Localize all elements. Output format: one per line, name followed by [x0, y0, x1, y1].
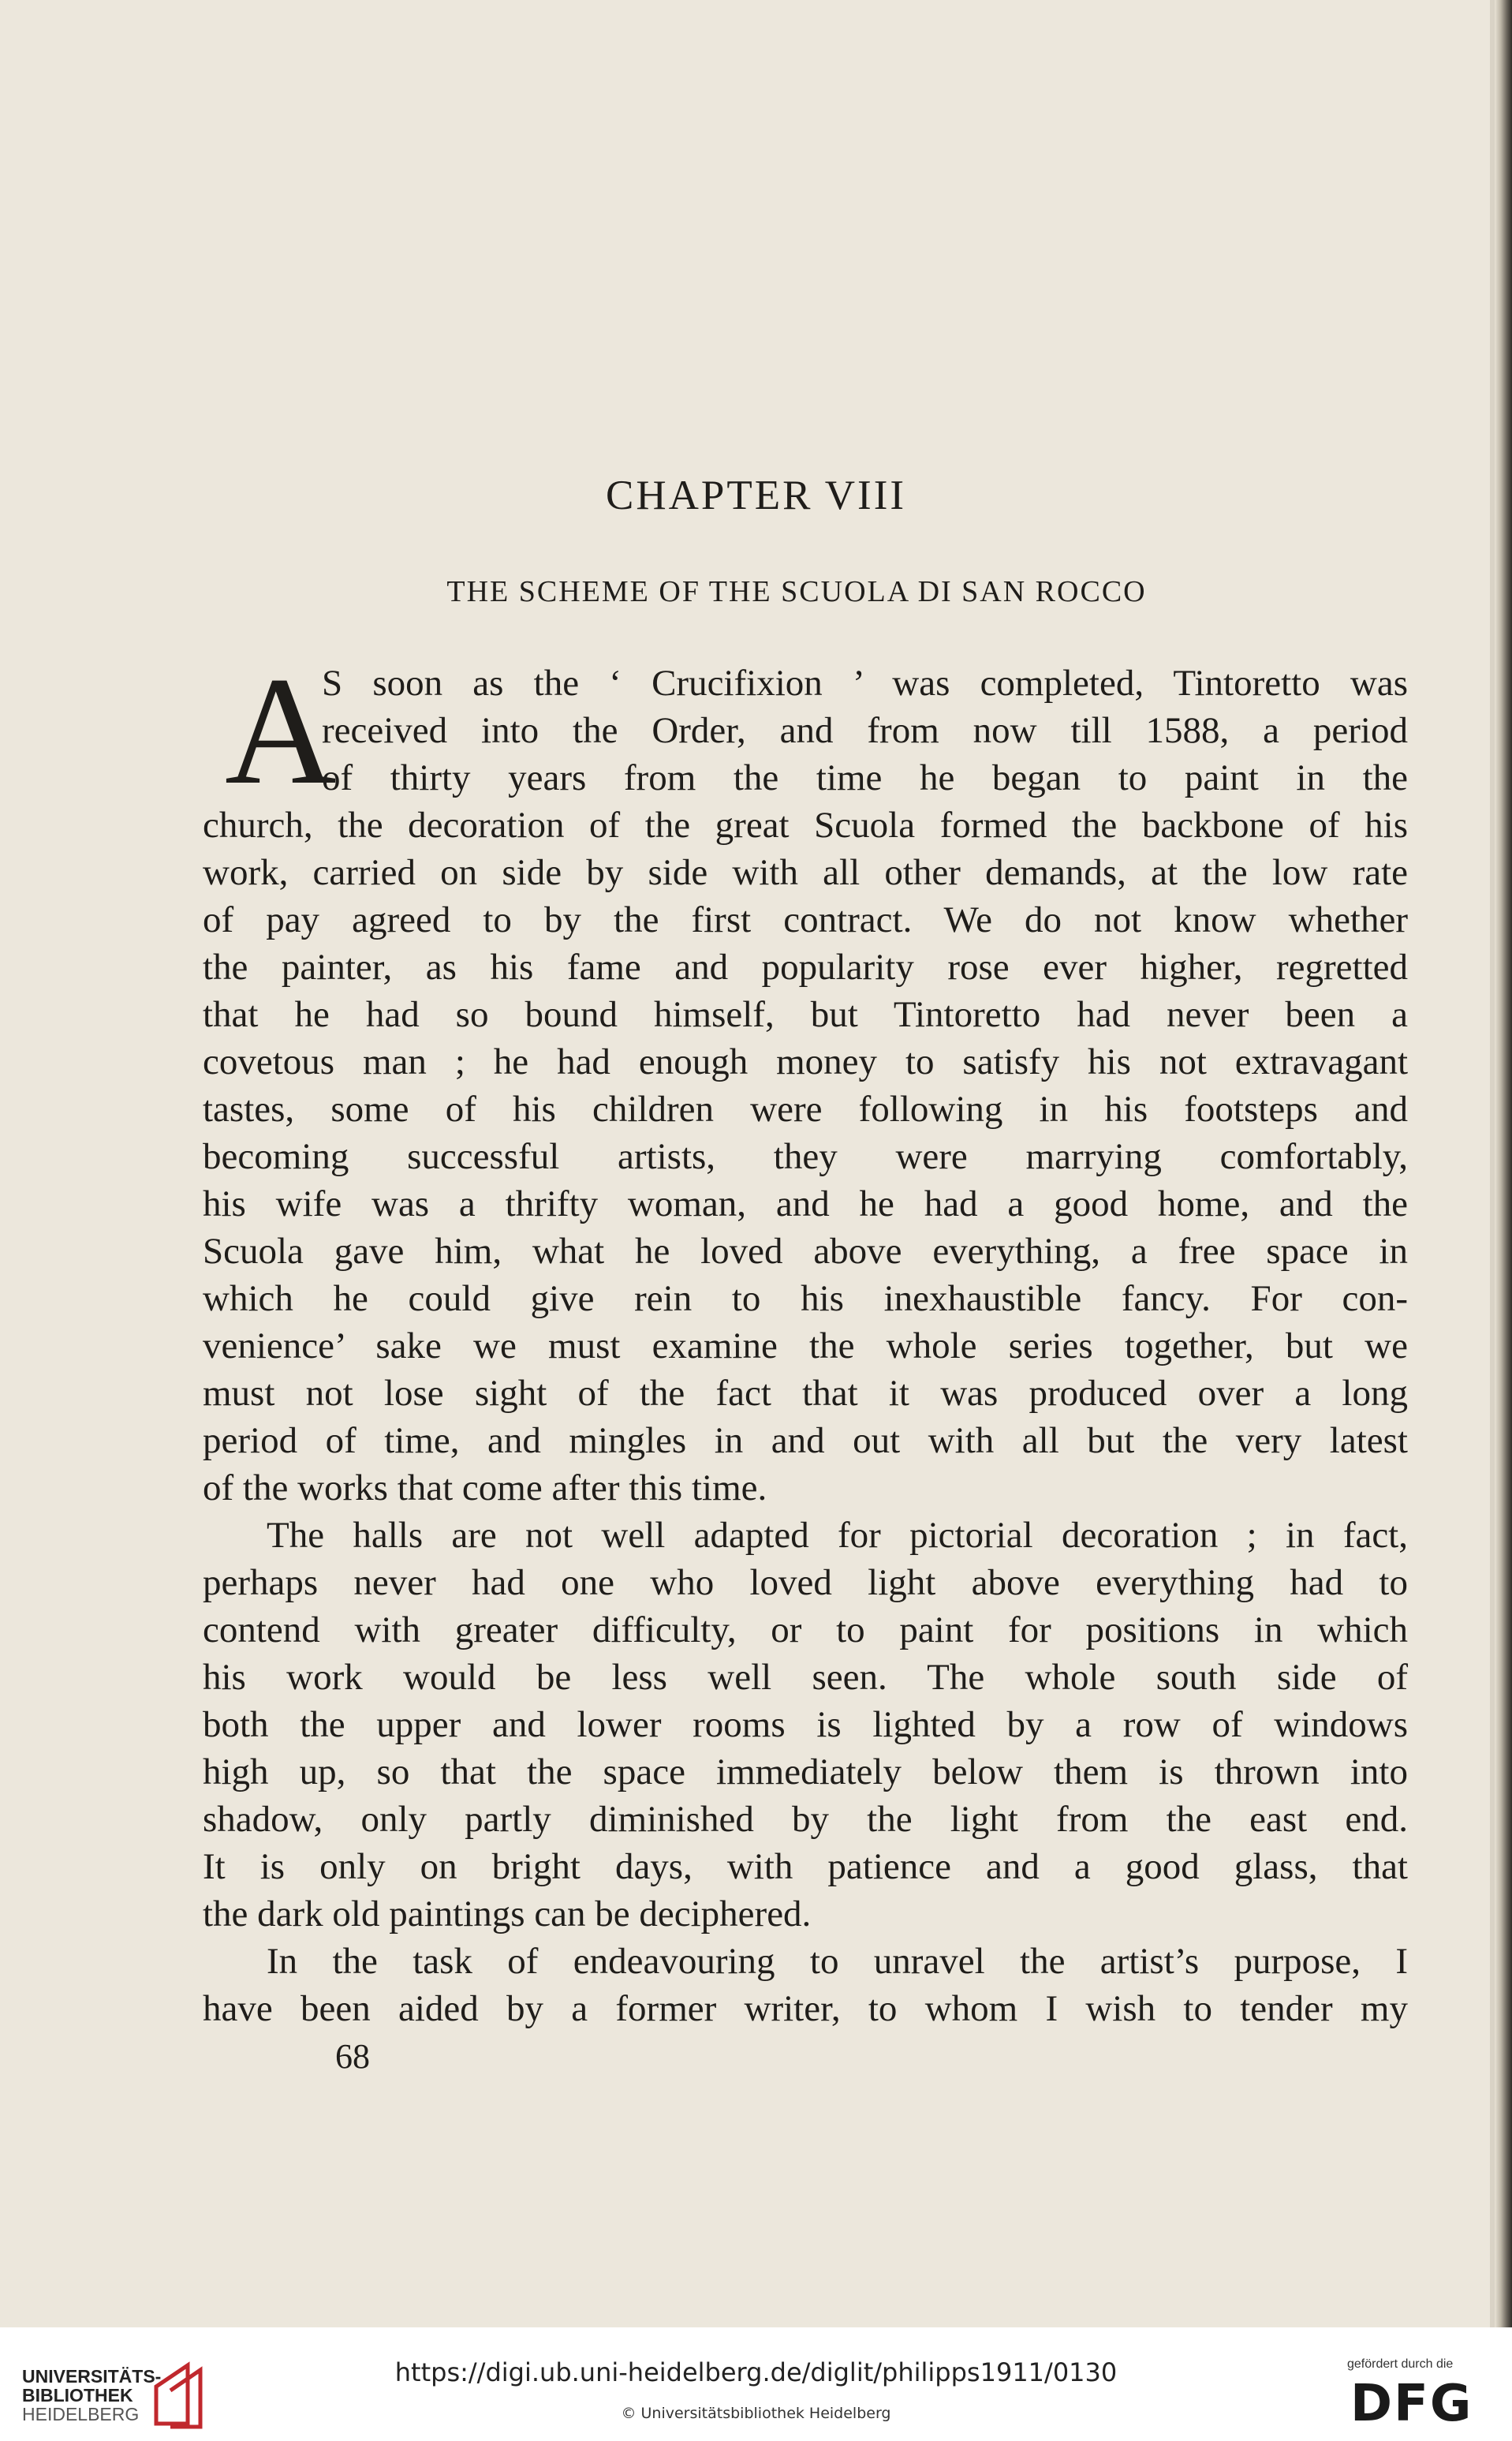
chapter-title: CHAPTER VIII — [606, 473, 906, 518]
text-line: both the upper and lower rooms is lighted by a row of windows — [203, 1704, 1408, 1745]
library-name-line: HEIDELBERG — [22, 2404, 140, 2424]
text-line: received into the Order, and from now till 1588, a period — [322, 710, 1408, 751]
text-line: his wife was a thrifty woman, and he had a good home, and the — [203, 1183, 1408, 1224]
text-line: It is only on bright days, with patience and a good glass, that — [203, 1846, 1408, 1887]
chapter-subtitle: THE SCHEME OF THE SCUOLA DI SAN ROCCO — [446, 575, 1147, 608]
text-line: must not lose sight of the fact that it was produced over a long — [203, 1373, 1408, 1414]
text-line: perhaps never had one who loved light above everything had to — [203, 1562, 1408, 1603]
text-line: becoming successful artists, they were marrying comfortably, — [203, 1136, 1408, 1177]
funded-by-label: gefördert durch die — [1347, 2357, 1454, 2371]
drop-cap: A — [225, 645, 337, 817]
text-line: In the task of endeavouring to unravel the artist’s purpose, I — [267, 1941, 1408, 1982]
text-line: contend with greater difficulty, or to paint for positions in which — [203, 1609, 1408, 1650]
text-line: have been aided by a former writer, to whom I wish to tender my — [203, 1988, 1408, 2029]
text-line: his work would be less well seen. The whole south side of — [203, 1657, 1408, 1698]
text-line: that he had so bound himself, but Tintoretto had never been a — [203, 994, 1408, 1035]
text-line: period of time, and mingles in and out with all but the very latest — [203, 1420, 1408, 1461]
text-line: of thirty years from the time he began to paint in the — [322, 757, 1408, 798]
text-line: work, carried on side by side with all other demands, at the low rate — [203, 852, 1408, 893]
text-line: of the works that come after this time. — [203, 1467, 767, 1508]
text-line: S soon as the ‘ Crucifixion ’ was completed, Tintoretto was — [322, 663, 1408, 704]
copyright-notice: © Universitätsbibliothek Heidelberg — [621, 2405, 891, 2422]
text-line: of pay agreed to by the first contract. We do not know whether — [203, 899, 1408, 940]
text-line: Scuola gave him, what he loved above everything, a free space in — [203, 1231, 1408, 1272]
page-number: 68 — [335, 2037, 370, 2076]
permalink[interactable]: https://digi.ub.uni-heidelberg.de/diglit/philipps1911/0130 — [394, 2357, 1118, 2387]
text-line: venience’ sake we must examine the whole series together, but we — [203, 1325, 1408, 1366]
text-line: shadow, only partly diminished by the light from the east end. — [203, 1799, 1408, 1840]
text-line: tastes, some of his children were following in his footsteps and — [203, 1089, 1408, 1130]
text-line: high up, so that the space immediately below them is thrown into — [203, 1751, 1408, 1792]
dfg-logo: DFG — [1350, 2375, 1473, 2433]
text-line: the painter, as his fame and popularity rose ever higher, regretted — [203, 947, 1408, 988]
text-line: the dark old paintings can be deciphered. — [203, 1893, 812, 1934]
text-line: church, the decoration of the great Scuola formed the backbone of his — [203, 805, 1408, 846]
text-line: covetous man ; he had enough money to satisfy his not extravagant — [203, 1041, 1408, 1082]
text-line: which he could give rein to his inexhaustible fancy. For con- — [203, 1278, 1408, 1319]
library-name-line: BIBLIOTHEK — [22, 2385, 133, 2405]
text-line: The halls are not well adapted for pictorial decoration ; in fact, — [267, 1515, 1408, 1556]
book-edge-shadow — [1495, 0, 1512, 2327]
library-name-line: UNIVERSITÄTS- — [22, 2366, 162, 2387]
